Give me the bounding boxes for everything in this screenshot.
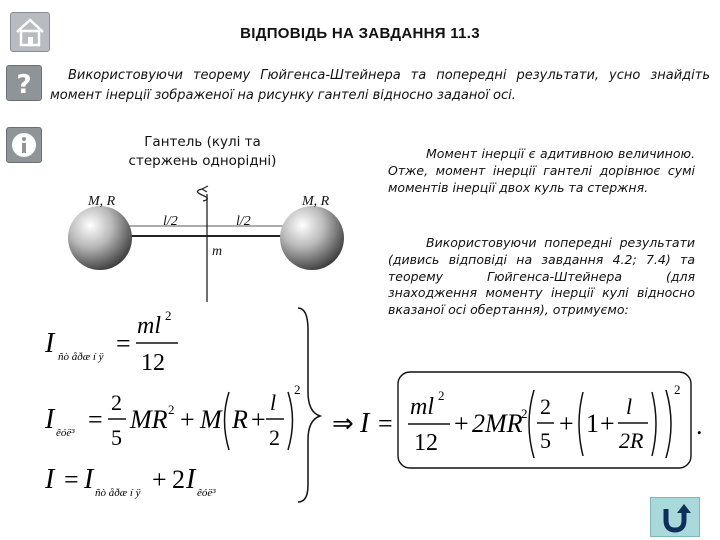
explanation-para-2: Використовуючи попередні результати (дивись відповіді на завдання 4.2; 7.4) та теорему Гюйгенса-Штейнера (для знаходження моменту інерції кулі відносно вказаної осі обертання), отримуємо:: [388, 235, 695, 318]
res-eq: =: [378, 409, 393, 438]
res-plus1: +: [454, 409, 469, 438]
f3-two: 2: [172, 465, 185, 494]
left-ball-label: M, R: [88, 194, 116, 209]
res-den: 12: [414, 430, 438, 456]
formula-block-left: [40, 300, 350, 505]
return-button[interactable]: [650, 497, 700, 537]
res-plus3: +: [600, 409, 615, 438]
f1-sub: ñò åðæ í ÿ: [58, 351, 104, 363]
task-text-a: Використовуючи теорему Гюйгенса-Штейнера та попередні результати,: [68, 68, 610, 83]
res-arrow: ⇒: [332, 409, 354, 438]
f3-I-rod: I: [84, 464, 94, 495]
info-button[interactable]: [6, 127, 42, 163]
f2-coef-num: 2: [111, 390, 122, 415]
f2-coef-den: 5: [111, 425, 122, 450]
f1-num: ml: [137, 313, 161, 339]
res-sq2: 2: [521, 406, 528, 421]
res-l: l: [626, 394, 633, 419]
res-2MR: 2MR: [472, 409, 523, 438]
f3-rod-sub: ñò åðæ í ÿ: [95, 487, 141, 499]
explanation-para-1: Момент інерції є адитивною величиною. Отже, момент інерції гантелі дорівнює сумі моментів інерції двох куль та стержня.: [388, 146, 695, 195]
f1-eq: =: [116, 329, 131, 358]
f2-I: I: [45, 404, 55, 435]
f2-l: l: [270, 390, 277, 415]
right-ball: [280, 206, 344, 270]
f2-sq1: 2: [168, 402, 175, 417]
f2-sq2: 2: [294, 382, 301, 397]
f3-I-ball: I: [186, 464, 196, 495]
f2-eq: =: [88, 405, 103, 434]
f1-sq: 2: [165, 308, 172, 323]
f3-I: I: [45, 464, 55, 495]
dumbbell-figure: [60, 170, 360, 310]
f1-I: I: [45, 328, 55, 359]
f2-M: M: [200, 405, 222, 434]
res-I: I: [360, 408, 370, 439]
f2-plus2: +: [251, 405, 266, 434]
f3-eq: =: [64, 465, 79, 494]
f2-plus: +: [180, 405, 195, 434]
f3-ball-sub: êóë³: [197, 487, 216, 499]
question-button[interactable]: [6, 65, 42, 101]
res-plus2: +: [559, 409, 574, 438]
task-text-b: знайдіть момент інерції зображеної на рисунку гантелі відносно заданої осі.: [50, 68, 710, 103]
res-dot: .: [696, 411, 703, 440]
figure-caption: Гантель (кулі та стержень однорідні): [128, 134, 277, 169]
task-text-emph: усно: [609, 68, 641, 83]
return-arrow-icon: [651, 498, 699, 536]
left-ball: [68, 206, 132, 270]
svg-text:?: ?: [16, 70, 32, 100]
res-coef-num: 2: [540, 394, 551, 419]
right-ball-label: M, R: [302, 194, 330, 209]
res-2R: 2R: [619, 428, 644, 453]
f2-MR: MR: [130, 405, 168, 434]
info-icon: [7, 128, 41, 162]
page-title: ВІДПОВІДЬ НА ЗАВДАННЯ 11.3: [240, 25, 480, 42]
half-length-right: l/2: [236, 214, 251, 229]
res-one: 1: [586, 409, 599, 438]
task-statement: [50, 66, 710, 106]
f2-R: R: [232, 405, 248, 434]
res-num: ml: [410, 394, 434, 420]
f2-two: 2: [269, 425, 280, 450]
half-length-left: l/2: [163, 214, 178, 229]
res-sq1: 2: [438, 388, 445, 403]
formula-ball: [44, 382, 301, 450]
system-brace: [298, 308, 320, 502]
f2-sub: êóë³: [56, 427, 75, 439]
question-icon: [7, 66, 41, 100]
f3-plus: +: [152, 465, 167, 494]
res-sq3: 2: [674, 382, 681, 397]
formula-rod: [44, 308, 178, 376]
formula-total: [44, 464, 216, 499]
res-coef-den: 5: [540, 428, 551, 453]
f1-den: 12: [141, 350, 165, 376]
formula-result: [330, 366, 710, 476]
rod-mass-label: m: [212, 244, 223, 259]
